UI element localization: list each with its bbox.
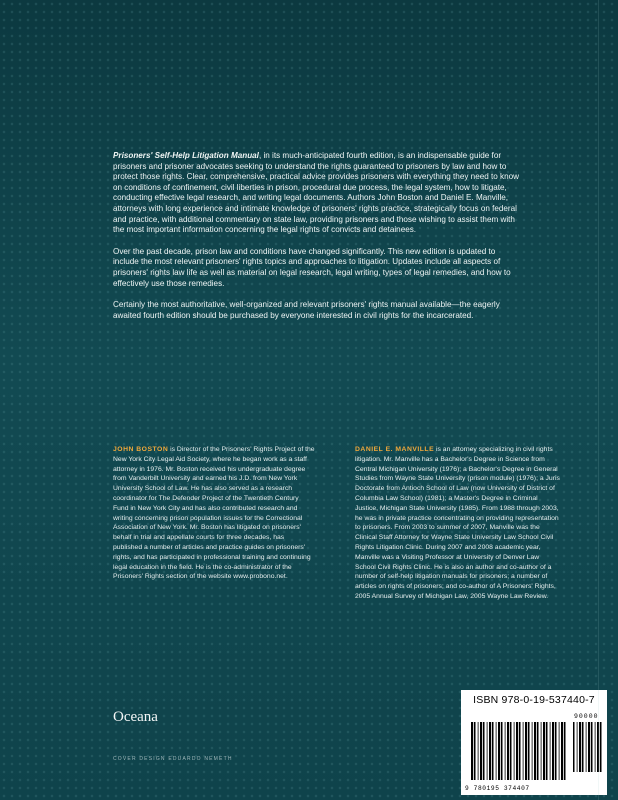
blurb-p1-text: , in its much-anticipated fourth edition, is an indispensable guide for prisoners and prisoner advocates seeking to understand the rights guaranteed to prisoners by law and how to protect those rights. Clear, comprehensive, practical advice provides prisoners with everything they need to know on conditions of confinement, civil liberties in prison, procedural due process, the legal system, how to litigate, conducting effective legal research, and writing legal documents. Authors John Boston and Daniel E. Manville, attorneys with long experience and intimate knowledge of prisoners' rights practice, strategically focus on federal and practice, with additional commentary on state law, providing prisoners and those wishing to assist them with the most important information concerning the legal rights of convicts and detainees. [113,151,520,235]
barcode-bar [537,722,539,780]
barcode-bar [528,722,530,780]
barcode-bar [516,722,518,780]
barcode-bar [496,722,497,780]
barcode-bar [471,722,473,780]
barcode-bar [595,722,596,772]
blurb-paragraph-2: Over the past decade, prison law and conditions have changed significantly. This new edition is updated to include the most relevant prisoners' rights topics and approaches to litigation. Updates include all aspects of prisoners' rights law life as well as material on legal research, legal writing, types of legal remedies, and how to effectively use those remedies. [113,246,511,288]
barcode-bar [483,722,485,780]
barcode-bars-svg [461,690,607,795]
barcode-digits: 9 780195 374407 [465,785,530,792]
barcode-bar [492,722,494,780]
author-name-boston: JOHN BOSTON [113,446,169,453]
author-name-manville: DANIEL E. MANVILLE [355,446,435,453]
author-bio-manville-text: is an attorney specializing in civil rights litigation. Mr. Manville has a Bachelor's Degree in Science from Central Michigan University (1976); a Bachelor's Degree in General Studies from Wayne State University (prison module) (1976); a Juris Doctorate from Antioch School of Law (now University of District of Columbia Law School) (1981); a Master's Degree in Criminal Justice, Michigan State University (1985). From 1988 through 2003, he was in private practice concentrating on providing representation to prisoners. From 2003 to summer of 2007, Manville was the Clinical Staff Attorney for Wayne State University Law School Civil Rights Litigation Clinic. During 2007 and 2008 academic year, Manville was a Visiting Professor at University of Denver Law School Civil Rights Clinic. He is also an author and co-author of a number of self-help litigation manuals for prisoners; a number of articles on rights of prisoners; and co-author of A Prisoners' Rights, 2005 Annual Survey of Michigan Law, 2005 Wayne Law Review. [355,446,560,600]
barcode-bar [600,722,602,772]
isbn-barcode [461,690,607,795]
barcode-bar [532,722,533,780]
barcode-bar [546,722,548,780]
barcode-bar [507,722,509,780]
barcode-bar [586,722,587,772]
barcode-bar [564,722,566,780]
barcode-bar [514,722,515,780]
author-bio-boston-text: is Director of the Prisoners' Rights Project of the New York City Legal Aid Society, where he began work as a staff attorney in 1976. Mr. Boston received his undergraduate degree from Vanderbilt University and earned his J.D. from New York University School of Law. He has also served as a research coordinator for The Defender Project of the Twentieth Century Fund in New York City and has also contributed research and writing concerning prison population issues for the Correctional Association of New York. Mr. Boston has litigated on prisoners' behalf in trial and appellate courts for three decades, has published a number of articles and practice guides on prisoners' rights, and has participated in professional training and continuing legal education in the field. He is the co-administrator of the Prisoners' Rights section of the website www.probono.net. [113,446,315,581]
barcode-bar [541,722,542,780]
barcode-bar [523,722,524,780]
barcode-bar [552,722,554,780]
author-bio-boston [113,445,315,582]
barcode-bar [591,722,593,772]
barcode-bar [550,722,551,780]
barcode-bar [573,722,575,772]
barcode-bar [525,722,527,780]
barcode-bar [579,722,581,772]
barcode-bar [489,722,491,780]
back-cover-blurb [113,151,521,332]
barcode-bar [582,722,584,772]
main-barcode-bars [471,722,566,780]
barcode-bar [534,722,536,780]
cover-fold-line [598,0,599,800]
barcode-bar [498,722,500,780]
barcode-bar [510,722,512,780]
barcode-bar [577,722,578,772]
barcode-bar [478,722,479,780]
barcode-bar [519,722,521,780]
barcode-bar [588,722,590,772]
barcode-bar [559,722,560,780]
barcode-bar [561,722,563,780]
isbn-label: ISBN 978-0-19-537440-7 [473,694,595,706]
barcode-bar [474,722,476,780]
barcode-bar [501,722,503,780]
barcode-bar [487,722,488,780]
blurb-paragraph-1 [113,151,521,236]
author-bio-manville [355,445,561,602]
blurb-paragraph-3: Certainly the most authoritative, well-organized and relevant prisoners' rights manual available—the eagerly awaited fourth edition should be purchased by everyone interested in civil rights for the incarcerated. [113,300,500,320]
publisher-logo: Oceana [113,709,158,725]
cover-design-credit: COVER DESIGN EDUARDO NEMETH [113,756,233,762]
supplement-code: 90000 [574,713,599,720]
barcode-bar [543,722,545,780]
barcode-bar [555,722,557,780]
barcode-bar [505,722,506,780]
book-title: Prisoners' Self-Help Litigation Manual [113,151,259,160]
barcode-bar [480,722,482,780]
